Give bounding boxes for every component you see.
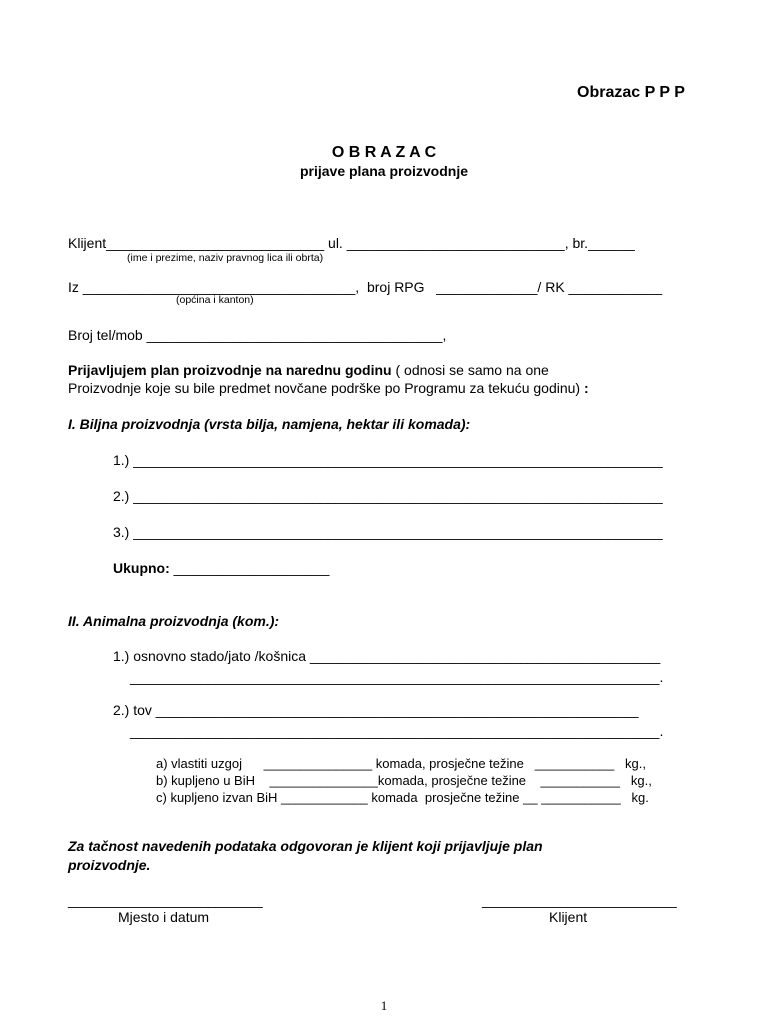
animal-item-2-line-2: ____________________________________________________________________. <box>130 723 664 739</box>
declaration-line2-bold: : <box>583 380 589 396</box>
signature-right-label: Klijent <box>549 909 588 925</box>
declaration-line-2 <box>68 381 589 395</box>
animal-item-1-line-1: 1.) osnovno stado/jato /košnica _____________________________________________ <box>113 648 661 664</box>
location-line: Iz ___________________________________, broj RPG _____________/ RK ____________ <box>68 279 662 295</box>
declaration-bold: Prijavljujem plan proizvodnje na narednu godinu <box>68 362 392 378</box>
plant-item-1: 1.) ____________________________________________________________________ <box>113 452 663 468</box>
animal-sub-item-a: a) vlastiti uzgoj _______________ komada, prosječne težine ___________ kg., <box>156 756 647 771</box>
phone-line: Broj tel/mob ______________________________________, <box>68 327 447 343</box>
signature-right-line: _________________________ <box>482 892 677 908</box>
animal-sub-item-c: c) kupljeno izvan BiH ____________ komada prosječne težine __ ___________ kg. <box>156 790 649 805</box>
location-hint: (općina i kanton) <box>176 294 254 306</box>
plant-total <box>113 561 329 575</box>
plant-total-blank: ____________________ <box>169 560 330 576</box>
declaration-line-1 <box>68 363 549 377</box>
declaration-line2-normal: Proizvodnje koje su bile predmet novčane podrške po Programu za tekuću godinu) <box>68 380 584 396</box>
responsibility-line-1: Za tačnost navedenih podataka odgovoran je klijent koji prijavljuje plan <box>68 838 543 854</box>
animal-item-2-line-1: 2.) tov ______________________________________________________________ <box>113 702 639 718</box>
animal-sub-item-b: b) kupljeno u BiH _______________komada, prosječne težine ___________ kg., <box>156 773 652 788</box>
responsibility-line-2: proizvodnje. <box>68 857 151 873</box>
section-animal-heading: II. Animalna proizvodnja (kom.): <box>68 613 280 629</box>
plant-item-2: 2.) ____________________________________________________________________ <box>113 488 663 504</box>
page-title: O B R A Z A C <box>331 144 437 161</box>
plant-total-label: Ukupno: <box>113 560 170 576</box>
signature-left-line: _________________________ <box>68 892 263 908</box>
form-code: Obrazac P P P <box>577 84 685 101</box>
declaration-normal: ( odnosi se samo na one <box>391 362 549 378</box>
client-hint: (ime i prezime, naziv pravnog lica ili obrta) <box>127 252 324 264</box>
animal-item-1-line-2: ____________________________________________________________________. <box>130 669 664 685</box>
page-number: 1 <box>380 998 388 1013</box>
plant-item-3: 3.) ____________________________________________________________________ <box>113 524 663 540</box>
page-subtitle: prijave plana proizvodnje <box>299 163 469 179</box>
section-plant-heading: I. Biljna proizvodnja (vrsta bilja, namjena, hektar ili komada): <box>68 416 471 432</box>
signature-left-label: Mjesto i datum <box>118 909 210 925</box>
client-line: Klijent____________________________ ul. ____________________________, br.______ <box>68 235 635 251</box>
